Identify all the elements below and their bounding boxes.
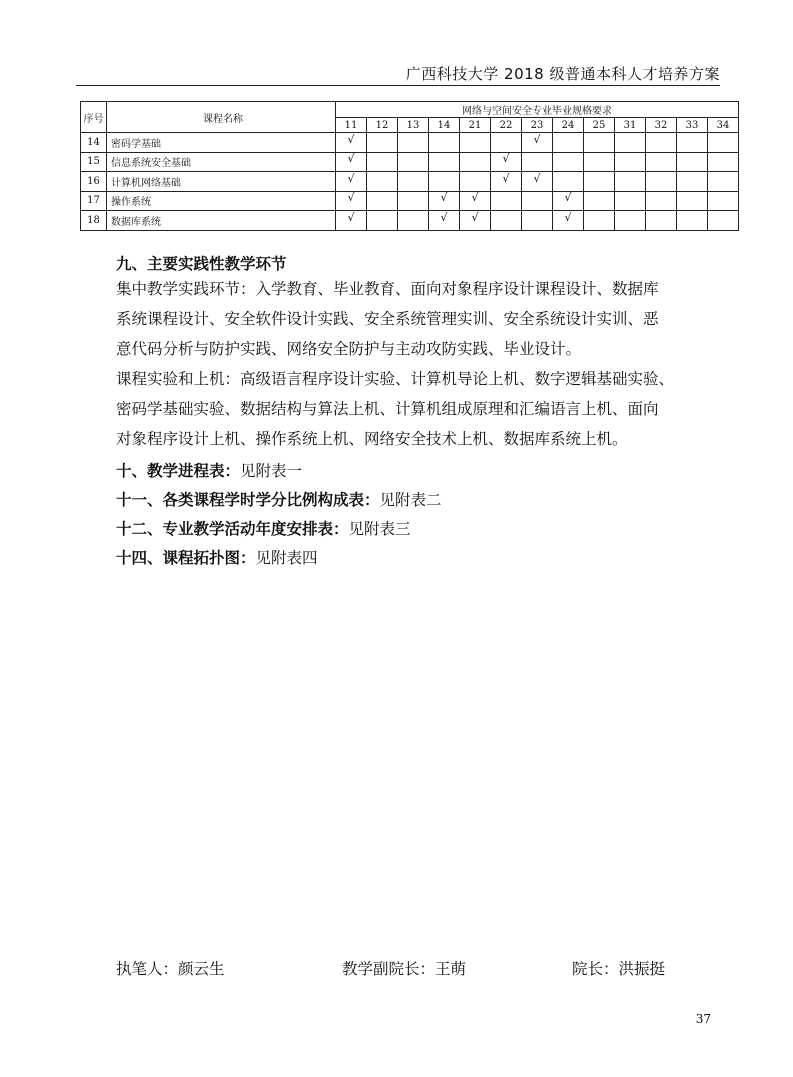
requirement-cell-11 — [336, 211, 367, 231]
requirement-cell-21 — [460, 191, 491, 211]
page-number: 37 — [695, 1012, 711, 1026]
requirement-cell-22 — [491, 211, 522, 231]
check-mark: √ — [471, 191, 479, 205]
check-mark: √ — [564, 210, 572, 224]
section-10 — [116, 459, 302, 481]
paragraph-line: 课程实验和上机：高级语言程序设计实验、计算机导论上机、数字逻辑基础实验、 — [116, 370, 675, 388]
row-number: 15 — [81, 152, 107, 172]
course-name: 计算机网络基础 — [107, 172, 336, 192]
requirement-cell-34 — [708, 133, 739, 153]
requirement-cell-33 — [677, 152, 708, 172]
check-mark: √ — [347, 210, 355, 224]
requirement-cell-23 — [522, 172, 553, 192]
requirement-cell-11 — [336, 191, 367, 211]
requirement-cell-24 — [553, 133, 584, 153]
requirement-cell-12 — [367, 211, 398, 231]
section-10-value: 见附表一 — [240, 462, 303, 480]
requirement-cell-34 — [708, 211, 739, 231]
requirement-cell-24 — [553, 191, 584, 211]
course-name: 操作系统 — [107, 191, 336, 211]
section-12-title: 十二、专业教学活动年度安排表： — [116, 520, 349, 538]
requirement-cell-34 — [708, 191, 739, 211]
requirement-cell-13 — [398, 152, 429, 172]
course-name: 数据库系统 — [107, 211, 336, 231]
requirement-cell-14 — [429, 172, 460, 192]
requirement-cell-33 — [677, 191, 708, 211]
table-row — [81, 152, 739, 172]
requirement-cell-33 — [677, 172, 708, 192]
row-number: 14 — [81, 133, 107, 153]
requirement-code-14: 14 — [429, 118, 460, 133]
requirement-cell-12 — [367, 133, 398, 153]
requirement-cell-12 — [367, 172, 398, 192]
requirement-code-33: 33 — [677, 118, 708, 133]
table-row — [81, 133, 739, 153]
requirement-cell-22 — [491, 191, 522, 211]
requirement-cell-21 — [460, 211, 491, 231]
course-name: 信息系统安全基础 — [107, 152, 336, 172]
check-mark: √ — [347, 132, 355, 146]
requirement-cell-33 — [677, 133, 708, 153]
requirement-cell-23 — [522, 133, 553, 153]
requirement-code-22: 22 — [491, 118, 522, 133]
requirement-cell-12 — [367, 191, 398, 211]
requirement-code-13: 13 — [398, 118, 429, 133]
requirement-cell-32 — [646, 191, 677, 211]
section-14-value: 见附表四 — [255, 549, 318, 567]
row-number: 16 — [81, 172, 107, 192]
requirement-cell-22 — [491, 133, 522, 153]
requirement-cell-11 — [336, 172, 367, 192]
table-row — [81, 191, 739, 211]
table-row — [81, 172, 739, 192]
requirement-cell-23 — [522, 152, 553, 172]
requirement-cell-23 — [522, 211, 553, 231]
requirement-cell-31 — [615, 191, 646, 211]
requirement-cell-21 — [460, 152, 491, 172]
requirement-cell-13 — [398, 191, 429, 211]
requirement-cell-12 — [367, 152, 398, 172]
requirement-cell-25 — [584, 172, 615, 192]
requirement-cell-25 — [584, 211, 615, 231]
signature-dean: 院长：洪振挺 — [572, 960, 666, 978]
paragraph-line: 集中教学实践环节：入学教育、毕业教育、面向对象程序设计课程设计、数据库 — [116, 280, 659, 298]
requirement-cell-13 — [398, 133, 429, 153]
table-body — [81, 133, 739, 231]
section-12 — [116, 517, 411, 539]
requirement-cell-14 — [429, 133, 460, 153]
requirement-cell-22 — [491, 172, 522, 192]
requirement-cell-25 — [584, 133, 615, 153]
table-row — [81, 211, 739, 231]
check-mark: √ — [533, 171, 541, 185]
check-mark: √ — [347, 191, 355, 205]
check-mark: √ — [347, 152, 355, 166]
requirement-cell-13 — [398, 172, 429, 192]
section-9-paragraph-centralized-practice — [116, 274, 716, 364]
requirement-cell-24 — [553, 152, 584, 172]
requirement-code-31: 31 — [615, 118, 646, 133]
requirement-cell-22 — [491, 152, 522, 172]
row-number: 17 — [81, 191, 107, 211]
paragraph-line: 系统课程设计、安全软件设计实践、安全系统管理实训、安全系统设计实训、恶 — [116, 310, 659, 328]
section-11 — [116, 488, 442, 510]
requirement-code-12: 12 — [367, 118, 398, 133]
course-name: 密码学基础 — [107, 133, 336, 153]
column-group-title: 网络与空间安全专业毕业规格要求 — [336, 102, 739, 118]
requirement-cell-14 — [429, 191, 460, 211]
requirement-cell-14 — [429, 152, 460, 172]
requirement-cell-33 — [677, 211, 708, 231]
check-mark: √ — [564, 191, 572, 205]
column-header-no: 序号 — [81, 102, 107, 133]
check-mark: √ — [502, 171, 510, 185]
check-mark: √ — [471, 210, 479, 224]
check-mark: √ — [440, 210, 448, 224]
section-14-title: 十四、课程拓扑图： — [116, 549, 256, 567]
requirement-cell-31 — [615, 152, 646, 172]
requirement-cell-34 — [708, 172, 739, 192]
document-header-title: 广西科技大学 2018 级普通本科人才培养方案 — [405, 65, 720, 83]
requirement-cell-31 — [615, 133, 646, 153]
section-9-paragraph-experiments — [116, 364, 716, 454]
requirement-cell-32 — [646, 211, 677, 231]
paragraph-line: 密码学基础实验、数据结构与算法上机、计算机组成原理和汇编语言上机、面向 — [116, 400, 659, 418]
signature-author: 执笔人：颜云生 — [116, 960, 225, 978]
requirement-cell-11 — [336, 152, 367, 172]
graduation-requirements-table — [80, 101, 739, 231]
check-mark: √ — [440, 191, 448, 205]
requirement-cell-24 — [553, 172, 584, 192]
section-11-title: 十一、各类课程学时学分比例构成表： — [116, 491, 380, 509]
section-14 — [116, 546, 318, 568]
check-mark: √ — [347, 171, 355, 185]
requirement-cell-32 — [646, 152, 677, 172]
row-number: 18 — [81, 211, 107, 231]
requirement-code-32: 32 — [646, 118, 677, 133]
requirement-cell-32 — [646, 172, 677, 192]
column-header-course-name: 课程名称 — [107, 102, 336, 133]
requirement-code-21: 21 — [460, 118, 491, 133]
requirement-code-25: 25 — [584, 118, 615, 133]
requirement-code-23: 23 — [522, 118, 553, 133]
requirement-cell-14 — [429, 211, 460, 231]
check-mark: √ — [533, 132, 541, 146]
section-10-title: 十、教学进程表： — [116, 462, 241, 480]
requirement-code-24: 24 — [553, 118, 584, 133]
requirement-code-34: 34 — [708, 118, 739, 133]
requirement-cell-25 — [584, 191, 615, 211]
section-11-value: 见附表二 — [379, 491, 442, 509]
requirement-cell-32 — [646, 133, 677, 153]
requirement-cell-31 — [615, 172, 646, 192]
paragraph-line: 意代码分析与防护实践、网络安全防护与主动攻防实践、毕业设计。 — [116, 340, 582, 358]
check-mark: √ — [502, 152, 510, 166]
requirement-cell-34 — [708, 152, 739, 172]
requirement-cell-31 — [615, 211, 646, 231]
requirement-cell-13 — [398, 211, 429, 231]
signature-vice-dean: 教学副院长：王萌 — [342, 960, 467, 978]
requirement-cell-21 — [460, 133, 491, 153]
requirement-cell-23 — [522, 191, 553, 211]
requirement-cell-25 — [584, 152, 615, 172]
requirement-cell-21 — [460, 172, 491, 192]
section-9-title: 九、主要实践性教学环节 — [116, 255, 287, 273]
requirement-cell-24 — [553, 211, 584, 231]
requirement-cell-11 — [336, 133, 367, 153]
requirement-code-11: 11 — [336, 118, 367, 133]
header-rule — [76, 85, 720, 86]
section-12-value: 见附表三 — [348, 520, 411, 538]
paragraph-line: 对象程序设计上机、操作系统上机、网络安全技术上机、数据库系统上机。 — [116, 430, 628, 448]
